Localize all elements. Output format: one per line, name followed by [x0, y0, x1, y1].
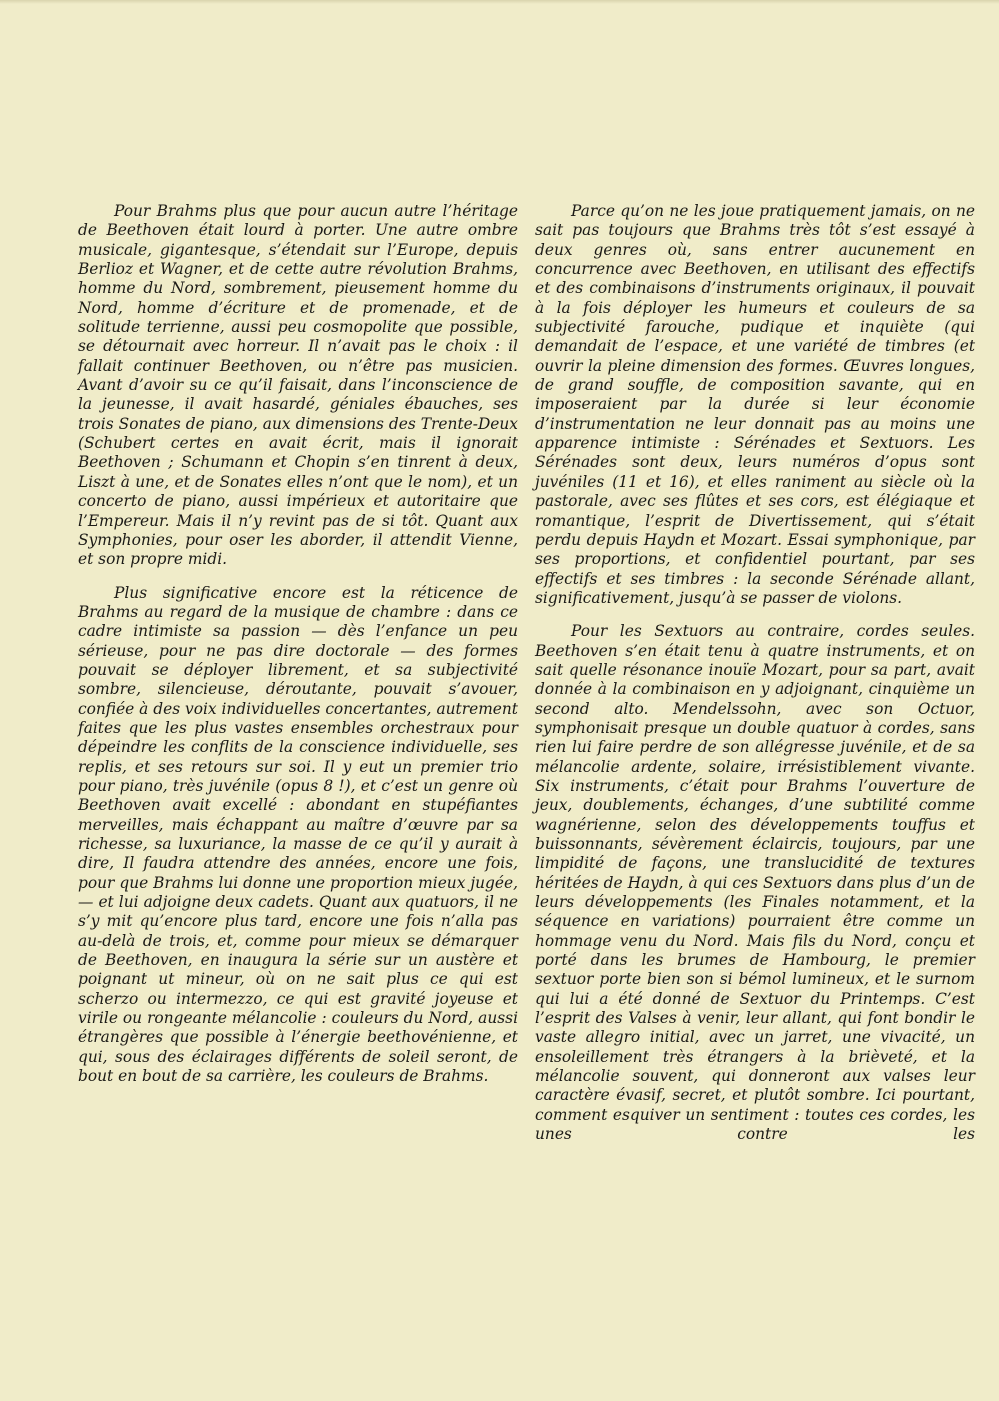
paragraph-heritage-beethoven: Pour Brahms plus que pour aucun autre l’héritage de Beethoven était lourd à porter. Une autre ombre musicale, gigantesque, s’étendait sur l’Europe, depuis Berlioz et Wagner, et de cette autre révolution Brahms, homme du Nord, sombrement, pieusement homme du Nord, homme d’écriture et de promenade, et de solitude terrienne, aussi peu cosmopolite que possible, se détournait avec horreur. Il n’avait pas le choix : il fallait continuer Beethoven, ou n’être pas musicien. Avant d’avoir su ce qu’il faisait, dans l’inconscience de la jeunesse, il avait hasardé, géniales ébauches, ses trois Sonates de piano, aux dimensions des Trente-Deux (Schubert certes en avait écrit, mais il ignorait Beethoven ; Schumann et Chopin s’en tinrent à deux, Liszt à une, et de Sonates elles n’ont que le nom), et un concerto de piano, aussi impérieux et autoritaire que l’Empereur. Mais il n’y revint pas de si tôt. Quant aux Symphonies, pour oser les aborder, il attendit Vienne, et son propre midi. — [78, 202, 518, 569]
paragraph-sextuors: Pour les Sextuors au contraire, cordes seules. Beethoven s’en était tenu à quatre instruments, et on sait quelle résonance inouïe Mozart, pour sa part, avait donnée à la combinaison en y adjoignant, cinquième un second alto. Mendelssohn, avec son Octuor, symphonisait presque un double quatuor à cordes, sans rien lui faire perdre de son allégresse juvénile, et de sa mélancolie ardente, solaire, irrésistiblement vivante. Six instruments, c’était pour Brahms l’ouverture de jeux, doublements, échanges, d’une subtilité comme wagnérienne, selon des développements touffus et buissonnants, sévèrement éclaircis, toujours, par une limpidité de façons, une translucidité de textures héritées de Haydn, à qui ces Sextuors dans plus d’un de leurs développements (les Finales notamment, et la séquence en variations) pourraient être comme un hommage venu du Nord. Mais fils du Nord, conçu et porté dans les brumes de Hambourg, le premier sextuor porte bien son si bémol lumineux, et le surnom qui lui a été donné de Sextuor du Printemps. C’est l’esprit des Valses à venir, leur allant, qui font bondir le vaste allegro initial, avec un jarret, une vivacité, un ensoleillement très étrangers à la brièveté, et la mélancolie souvent, qui donneront aux valses leur caractère évasif, secret, et plutôt sombre. Ici pourtant, comment esquiver un sentiment : toutes ces cordes, les unes contre les — [535, 622, 975, 1144]
paragraph-musique-de-chambre: Plus significative encore est la réticence de Brahms au regard de la musique de chambre : dans ce cadre intimiste sa passion — dès l’enfance un peu sérieuse, pour ne pas dire doctorale — des formes pouvait se déployer librement, et sa subjectivité sombre, silencieuse, déroutante, pouvait s’avouer, confiée à des voix individuelles concertantes, autrement faites que les plus vastes ensembles orchestraux pour dépeindre les conflits de la conscience individuelle, ses replis, et ses retours sur soi. Il y eut un premier trio pour piano, très juvénile (opus 8 !), et c’est un genre où Beethoven avait excellé : abondant en stupéfiantes merveilles, mais échappant au maître d’œuvre par sa richesse, sa luxuriance, la masse de ce qu’il y aurait à dire, Il faudra attendre des années, encore une fois, pour que Brahms lui donne une proportion mieux jugée, — et lui adjoigne deux cadets. Quant aux quatuors, il ne s’y mit qu’encore plus tard, encore une fois n’alla pas au-delà de trois, et, comme pour mieux se démarquer de Beethoven, en inaugura la série sur un austère et poignant ut mineur, où on ne sait plus ce qui est scherzo ou intermezzo, ce qui est gravité joyeuse et virile ou rongeante mélancolie : couleurs du Nord, aussi étrangères que possible à l’énergie beethovénienne, et qui, sous des éclairages différents de soleil seront, de bout en bout de sa carrière, les couleurs de Brahms. — [78, 583, 518, 1086]
page-edge — [0, 0, 999, 4]
left-column — [78, 202, 518, 1086]
paragraph-serenades: Parce qu’on ne les joue pratiquement jamais, on ne sait pas toujours que Brahms très tôt s’est essayé à deux genres où, sans entrer aucunement en concurrence avec Beethoven, en utilisant des effectifs et des combinaisons d’instruments originaux, il pouvait à la fois déployer les humeurs et couleurs de sa subjectivité farouche, pudique et inquiète (qui demandait de l’espace, et une variété de timbres (et ouvrir la pleine dimension des formes. Œuvres longues, de grand souffle, de composition savante, qui en imposeraient par la durée si leur économie d’instrumentation ne leur donnait pas au moins une apparence intimiste : Sérénades et Sextuors. Les Sérénades sont deux, leurs numéros d’opus sont juvéniles (11 et 16), et elles raniment au siècle où la pastorale, avec ses flûtes et ses cors, est élégiaque et romantique, l’esprit de Divertissement, qui s’était perdu depuis Haydn et Mozart. Essai symphonique, par ses proportions, et confidentiel pourtant, par ses effectifs et ses timbres : la seconde Sérénade allant, significativement, jusqu’à se passer de violons. — [535, 202, 975, 607]
right-column — [535, 202, 975, 1145]
